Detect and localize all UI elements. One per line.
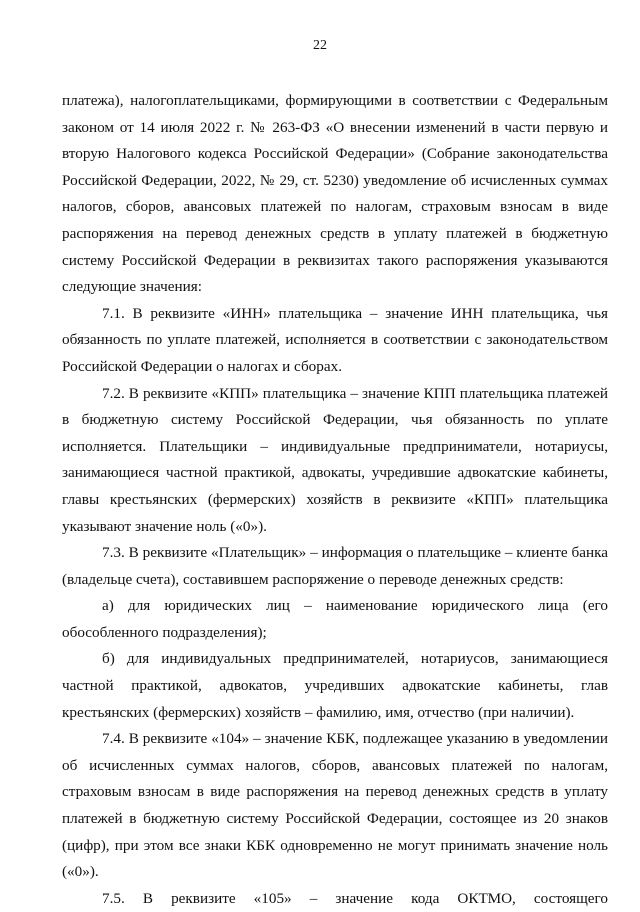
paragraph-7-3-b: б) для индивидуальных предпринимателей, нотариусов, занимающиеся частной практикой, адвокатов, учредивших адвокатские кабинеты, глав крестьянских (фермерских) хозяйств – фамилию, имя, отчество (при наличии).: [62, 650, 608, 721]
paragraph-7-4: 7.4. В реквизите «104» – значение КБК, подлежащее указанию в уведомлении об исчисленных суммах налогов, сборов, авансовых платежей по налогам, страховым взносам в виде распоряжения на перевод денежных средств в уплату платежей в бюджетную систему Российской Федерации, состоящее из 20 знаков (цифр), при этом все знаки КБК одновременно не могут принимать значение ноль («0»).: [62, 730, 608, 881]
document-body: [62, 88, 608, 912]
paragraph-7-5: 7.5. В реквизите «105» – значение кода ОКТМО, состоящего: [102, 889, 608, 907]
page-number: 22: [313, 38, 327, 53]
paragraph-intro: платежа), налогоплательщиками, формирующими в соответствии с Федеральным законом от 14 июля 2022 г. № 263-ФЗ «О внесении изменений в части первую и вторую Налогового кодекса Российской Федерации» (Собрание законодательства Российской Федерации, 2022, № 29, ст. 5230) уведомление об исчисленных суммах налогов, сборов, авансовых платежей по налогам, страховым взносам в виде распоряжения на перевод денежных средств в уплату платежей в бюджетную систему Российской Федерации в реквизитах такого распоряжения указываются следующие значения:: [62, 92, 608, 296]
paragraph-7-1: 7.1. В реквизите «ИНН» плательщика – значение ИНН плательщика, чья обязанность по уплате платежей, исполняется в соответствии с законодательством Российской Федерации о налогах и сборах.: [62, 304, 608, 375]
paragraph-7-3-a: а) для юридических лиц – наименование юридического лица (его обособленного подразделения);: [62, 597, 608, 641]
paragraph-7-3: 7.3. В реквизите «Плательщик» – информация о плательщике – клиенте банка (владельце счета), составившем распоряжение о переводе денежных средств:: [62, 544, 608, 588]
paragraph-7-2: 7.2. В реквизите «КПП» плательщика – значение КПП плательщика платежей в бюджетную систему Российской Федерации, чья обязанность по уплате исполняется. Плательщики – индивидуальные предприниматели, нотариусы, занимающиеся частной практикой, адвокаты, учредившие адвокатские кабинеты, главы крестьянских (фермерских) хозяйств в реквизите «КПП» плательщика указывают значение ноль («0»).: [62, 384, 608, 535]
